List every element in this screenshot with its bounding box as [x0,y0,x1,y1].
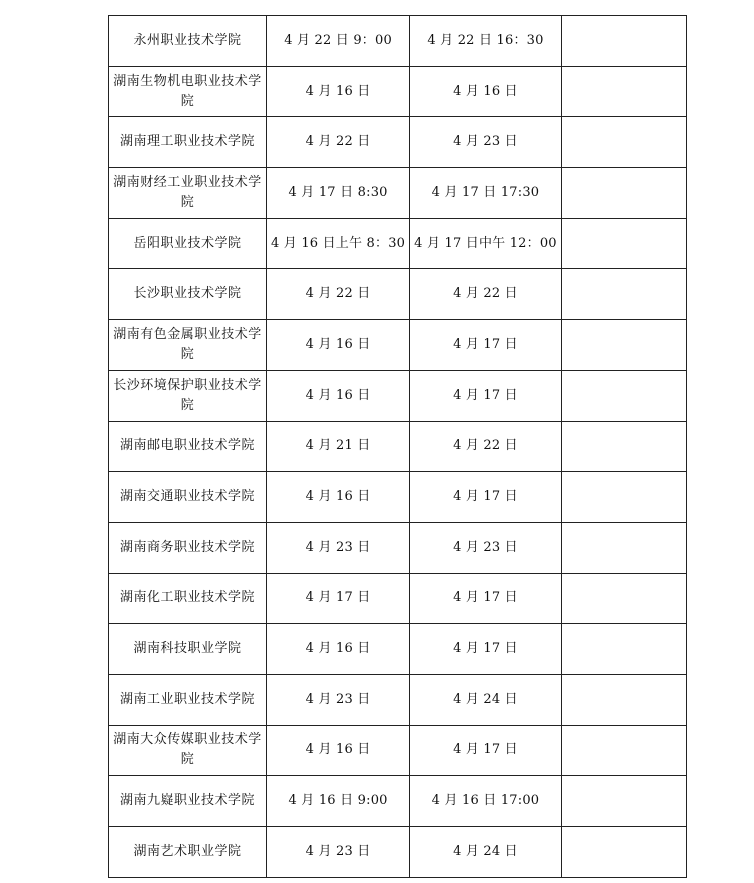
start-time-cell: 4 月 17 日 8:30 [267,168,410,219]
table-row [109,573,687,624]
end-time-cell: 4 月 24 日 [410,827,562,878]
table-row [109,624,687,675]
note-cell [561,370,686,421]
end-time-cell: 4 月 17 日 [410,573,562,624]
end-time-cell: 4 月 16 日 17:00 [410,776,562,827]
end-time-cell: 4 月 16 日 [410,66,562,117]
note-cell [561,522,686,573]
table-row [109,827,687,878]
school-name-cell: 永州职业技术学院 [109,16,267,67]
school-name-cell: 湖南有色金属职业技术学院 [109,320,267,371]
start-time-cell: 4 月 16 日上午 8：30 [267,218,410,269]
school-name-cell: 湖南交通职业技术学院 [109,472,267,523]
school-name-cell: 湖南生物机电职业技术学院 [109,66,267,117]
end-time-cell: 4 月 22 日 16：30 [410,16,562,67]
table-row [109,168,687,219]
table-row [109,472,687,523]
school-name-cell: 岳阳职业技术学院 [109,218,267,269]
start-time-cell: 4 月 16 日 [267,66,410,117]
schedule-table-body [109,16,687,878]
table-row [109,522,687,573]
note-cell [561,624,686,675]
end-time-cell: 4 月 17 日 [410,624,562,675]
end-time-cell: 4 月 17 日 [410,370,562,421]
start-time-cell: 4 月 22 日 [267,269,410,320]
school-name-cell: 湖南财经工业职业技术学院 [109,168,267,219]
school-name-cell: 湖南大众传媒职业技术学院 [109,725,267,776]
school-name-cell: 湖南邮电职业技术学院 [109,421,267,472]
note-cell [561,421,686,472]
start-time-cell: 4 月 22 日 9：00 [267,16,410,67]
school-name-cell: 湖南理工职业技术学院 [109,117,267,168]
start-time-cell: 4 月 21 日 [267,421,410,472]
end-time-cell: 4 月 24 日 [410,674,562,725]
start-time-cell: 4 月 23 日 [267,674,410,725]
start-time-cell: 4 月 16 日 [267,320,410,371]
start-time-cell: 4 月 22 日 [267,117,410,168]
start-time-cell: 4 月 23 日 [267,522,410,573]
end-time-cell: 4 月 17 日 17:30 [410,168,562,219]
school-name-cell: 湖南艺术职业学院 [109,827,267,878]
schedule-table [108,15,687,878]
table-row [109,320,687,371]
table-row [109,370,687,421]
start-time-cell: 4 月 16 日 [267,725,410,776]
table-row [109,218,687,269]
note-cell [561,66,686,117]
end-time-cell: 4 月 23 日 [410,522,562,573]
table-row [109,421,687,472]
note-cell [561,218,686,269]
table-row [109,66,687,117]
end-time-cell: 4 月 17 日 [410,320,562,371]
note-cell [561,725,686,776]
note-cell [561,674,686,725]
start-time-cell: 4 月 17 日 [267,573,410,624]
note-cell [561,117,686,168]
table-row [109,16,687,67]
note-cell [561,16,686,67]
school-name-cell: 湖南九嶷职业技术学院 [109,776,267,827]
school-name-cell: 湖南商务职业技术学院 [109,522,267,573]
school-name-cell: 湖南工业职业技术学院 [109,674,267,725]
end-time-cell: 4 月 22 日 [410,421,562,472]
table-row [109,674,687,725]
table-row [109,725,687,776]
end-time-cell: 4 月 17 日 [410,472,562,523]
table-row [109,269,687,320]
table-row [109,776,687,827]
start-time-cell: 4 月 16 日 9:00 [267,776,410,827]
end-time-cell: 4 月 17 日 [410,725,562,776]
note-cell [561,776,686,827]
school-name-cell: 湖南科技职业学院 [109,624,267,675]
start-time-cell: 4 月 16 日 [267,624,410,675]
start-time-cell: 4 月 23 日 [267,827,410,878]
note-cell [561,472,686,523]
school-name-cell: 湖南化工职业技术学院 [109,573,267,624]
note-cell [561,168,686,219]
note-cell [561,269,686,320]
start-time-cell: 4 月 16 日 [267,370,410,421]
school-name-cell: 长沙职业技术学院 [109,269,267,320]
table-row [109,117,687,168]
end-time-cell: 4 月 17 日中午 12：00 [410,218,562,269]
school-name-cell: 长沙环境保护职业技术学院 [109,370,267,421]
note-cell [561,573,686,624]
end-time-cell: 4 月 22 日 [410,269,562,320]
note-cell [561,827,686,878]
start-time-cell: 4 月 16 日 [267,472,410,523]
end-time-cell: 4 月 23 日 [410,117,562,168]
note-cell [561,320,686,371]
